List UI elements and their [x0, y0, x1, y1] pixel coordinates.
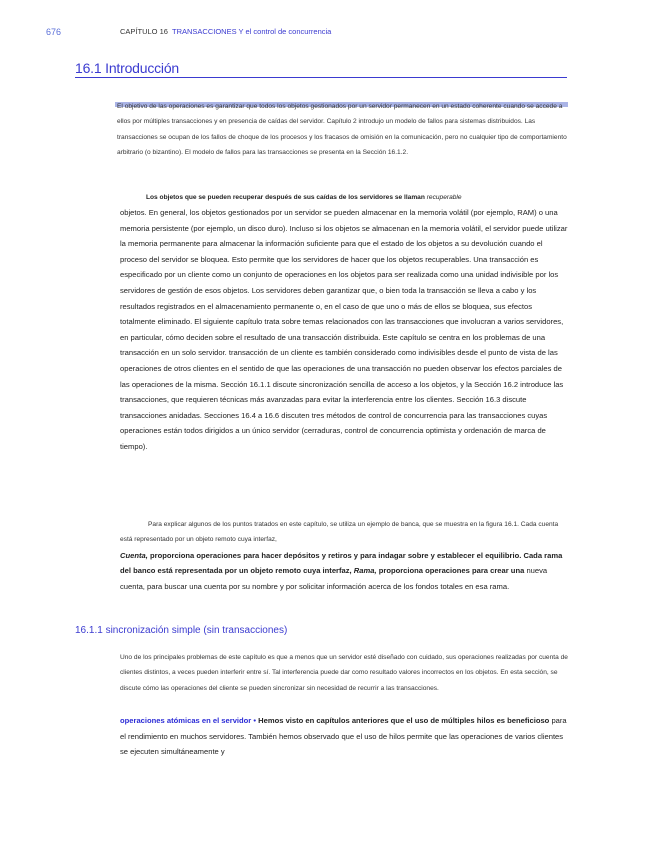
chapter-title: TRANSACCIONES Y el control de concurrencia — [171, 27, 332, 36]
bank-tail: nueva cuenta, para buscar una cuenta por su nombre y por solicitar información acerca de los fondos totales en esa rama. — [120, 566, 548, 591]
atomic-paragraph — [120, 713, 568, 760]
bank-bold-1: proporciona operaciones para hacer depósitos y retiros y para indagar sobre y establecer el equilibrio. Cada rama del banco está representada por un objeto remoto cuya interfaz, — [120, 550, 563, 576]
bank-bold-line — [120, 548, 568, 595]
chapter-label: CAPÍTULO 16 — [120, 27, 168, 36]
cuenta-term: Cuenta, — [120, 550, 148, 560]
atomic-tail: para el rendimiento en muchos servidores. También hemos observado que el uso de hilos permite que las operaciones de varios clientes se ejecuten simultáneamente y — [120, 716, 567, 757]
recoverable-paragraph: objetos. En general, los objetos gestionados por un servidor se pueden almacenar en la memoria volátil (por ejemplo, RAM) o una memoria persistente (por ejemplo, un disco duro). Incluso si los objetos se almacenan en la memoria volátil, el servidor puede utilizar la memoria permanente para almacenar la información suficiente para que el estado de los objetos a su devolución cuando el proceso del servidor se bloquea. Esto permite que los servidores de hacer que los objetos recuperables. Una transacción es especificado por un cliente como un conjunto de operaciones en los objetos para ser realizada como una unidad indivisible por los servidores de gestión de esos objetos. Los servidores deben garantizar que, o bien toda la transacción se lleva a cabo y los resultados registrados en el almacenamiento permanente o, en el caso de que uno o más de ellos se bloquea, sus efectos totalmente eliminado. El siguiente capítulo trata sobre temas relacionados con las transacciones que involucran a varios servidores, en particular, cómo deciden sobre el resultado de una transacción distribuida. Este capítulo se centra en los problemas de una transacción en un solo servidor. transacción de un cliente es también considerado como indivisibles desde el punto de vista de las operaciones de otros clientes en el sentido de que las operaciones de una transacción no pueden observar los efectos parciales de las operaciones de la misma. Sección 16.1.1 discute sincronización sencilla de acceso a los objetos, y la Sección 16.2 introduce las transacciones, que requieren técnicas más avanzadas para evitar la interferencia entre los clientes. Sección 16.3 discute transacciones anidadas. Secciones 16.4 a 16.6 discuten tres métodos de control de concurrencia para las transacciones cuyas operaciones están todos dirigidos a un único servidor (cerraduras, control de concurrencia optimista y ordenación de marca de tiempo). — [120, 208, 568, 451]
section-title: 16.1 Introducción — [75, 60, 180, 76]
recoverable-term: recuperable — [426, 194, 462, 201]
atomic-bold: Hemos visto en capítulos anteriores que el uso de múltiples hilos es beneficioso — [258, 716, 550, 725]
subsection-title: 16.1.1 sincronización simple (sin transacciones) — [75, 625, 288, 636]
recoverable-lead-line — [146, 192, 566, 204]
bank-intro: Para explicar algunos de los puntos tratados en este capítulo, se utiliza un ejemplo de banca, que se muestra en la figura 16.1. Cada cuenta está representado por un objeto remoto cuya interfaz, — [120, 521, 559, 544]
running-header — [120, 27, 331, 36]
atomic-label: operaciones atómicas en el servidor • — [120, 716, 257, 725]
bank-bold-2: proporciona operaciones para crear una — [378, 566, 525, 576]
section-rule — [75, 77, 567, 78]
bank-paragraph — [120, 517, 568, 594]
recoverable-lead: Los objetos que se pueden recuperar después de sus caídas de los servidores se llaman — [146, 194, 425, 201]
sync-paragraph: Uno de los principales problemas de este capítulo es que a menos que un servidor esté diseñado con cuidado, sus operaciones realizadas por cuenta de clientes distintos, a veces pueden interferir entre sí. Tal interferencia puede dar como resultado valores incorrectos en los objetos. En esta sección, se discute cómo las operaciones del cliente se pueden sincronizar sin necesidad de recurrir a las transacciones. — [120, 654, 568, 692]
intro-paragraph: El objetivo de las operaciones es garantizar que todos los objetos gestionados por un servidor permanecen en un estado coherente cuando se accede a ellos por múltiples transacciones y en presencia de caídas del servidor. Capítulo 2 introdujo un modelo de fallos para sistemas distribuidos. Las transacciones se ocupan de los fallos de choque de los procesos y los fracasos de omisión en la comunicación, pero no cualquier tipo de comportamiento arbitrario (o bizantino). El modelo de fallos para las transacciones se presenta en la Sección 16.1.2. — [117, 103, 567, 156]
rama-term: Rama, — [353, 566, 377, 576]
page-number: 676 — [46, 27, 62, 37]
